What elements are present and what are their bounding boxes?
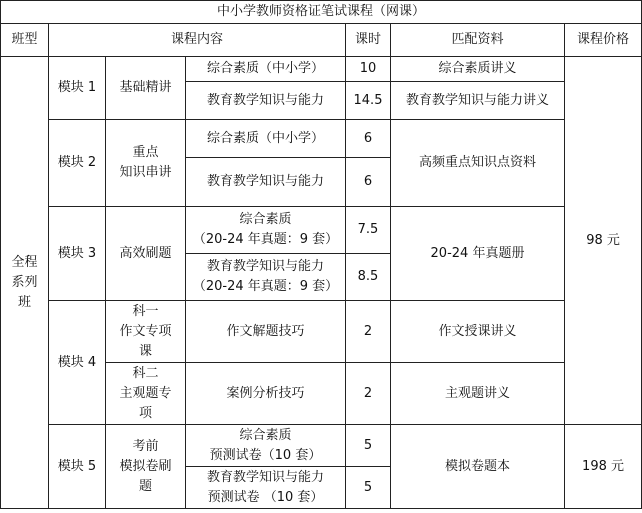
class-type-line: 系列 xyxy=(11,274,38,290)
module-1-topic xyxy=(106,57,186,120)
table-row xyxy=(1,120,642,158)
title-row xyxy=(1,1,642,24)
header-materials: 匹配资料 xyxy=(391,24,565,57)
topic-line: 基础精讲 xyxy=(119,80,172,95)
module-1-hours-2: 14.5 xyxy=(346,82,391,120)
module-5-hours-2: 5 xyxy=(346,467,391,509)
subject-line: 预测试卷 （10 套） xyxy=(207,489,324,505)
module-3-hours-2: 8.5 xyxy=(346,254,391,301)
module-4-hours-1: 2 xyxy=(346,301,391,363)
topic-line: 科一 xyxy=(132,303,159,319)
table-row xyxy=(1,425,642,467)
table-row xyxy=(1,207,642,254)
topic-line: 课 xyxy=(138,343,152,359)
subject-line: 综合素质 xyxy=(239,427,292,443)
module-2-topic xyxy=(106,120,186,207)
class-type-cell xyxy=(1,57,49,509)
module-2-subject-1: 综合素质（中小学） xyxy=(186,120,346,158)
module-2-hours-2: 6 xyxy=(346,158,391,207)
subject-line: 综合素质 xyxy=(239,212,292,227)
module-4-subject-1: 作文解题技巧 xyxy=(186,301,346,363)
topic-line: 知识串讲 xyxy=(119,165,172,180)
module-4-material-1: 作文授课讲义 xyxy=(391,301,565,363)
class-type-line: 班 xyxy=(17,294,31,310)
module-2-material: 高频重点知识点资料 xyxy=(391,120,565,207)
module-5-hours-1: 5 xyxy=(346,425,391,467)
table-row xyxy=(1,301,642,363)
module-2-name: 模块 2 xyxy=(49,120,106,207)
topic-line: 题 xyxy=(138,478,152,494)
module-4-topic-2 xyxy=(106,363,186,425)
module-1-material-2: 教育教学知识与能力讲义 xyxy=(391,82,565,120)
subject-line: （20-24 年真题：9 套） xyxy=(192,279,339,294)
module-4-name: 模块 4 xyxy=(49,301,106,425)
module-3-name: 模块 3 xyxy=(49,207,106,301)
price-full-course: 98 元 xyxy=(565,57,642,425)
module-3-subject-1 xyxy=(186,207,346,254)
module-1-subject-2: 教育教学知识与能力 xyxy=(186,82,346,120)
header-hours: 课时 xyxy=(346,24,391,57)
table-row xyxy=(1,57,642,82)
module-2-subject-2: 教育教学知识与能力 xyxy=(186,158,346,207)
module-4-material-2: 主观题讲义 xyxy=(391,363,565,425)
class-type-line: 全程 xyxy=(11,254,38,270)
price-mock-exam: 198 元 xyxy=(565,425,642,509)
module-5-subject-1 xyxy=(186,425,346,467)
topic-line: 项 xyxy=(138,405,152,421)
header-price: 课程价格 xyxy=(565,24,642,57)
subject-line: 教育教学知识与能力 xyxy=(206,259,324,274)
topic-line: 重点 xyxy=(132,145,159,160)
topic-line: 高效刷题 xyxy=(119,245,172,261)
module-5-material: 模拟卷题本 xyxy=(391,425,565,509)
table-title: 中小学教师资格证笔试课程（网课） xyxy=(1,1,642,24)
topic-line: 作文专项 xyxy=(119,323,172,339)
module-3-material: 20-24 年真题册 xyxy=(391,207,565,301)
module-2-hours-1: 6 xyxy=(346,120,391,158)
module-4-subject-2: 案例分析技巧 xyxy=(186,363,346,425)
header-class-type: 班型 xyxy=(1,24,49,57)
subject-line: （20-24 年真题：9 套） xyxy=(192,232,339,247)
subject-line: 教育教学知识与能力 xyxy=(206,469,324,485)
module-5-subject-2 xyxy=(186,467,346,509)
module-1-material-1: 综合素质讲义 xyxy=(391,57,565,82)
module-3-topic xyxy=(106,207,186,301)
module-3-subject-2 xyxy=(186,254,346,301)
module-4-topic-1 xyxy=(106,301,186,363)
header-row xyxy=(1,24,642,57)
module-4-hours-2: 2 xyxy=(346,363,391,425)
topic-line: 模拟卷刷 xyxy=(119,458,172,474)
topic-line: 考前 xyxy=(132,438,159,454)
module-1-name: 模块 1 xyxy=(49,57,106,120)
header-course-content: 课程内容 xyxy=(49,24,346,57)
module-5-name: 模块 5 xyxy=(49,425,106,509)
module-1-hours-1: 10 xyxy=(346,57,391,82)
module-3-hours-1: 7.5 xyxy=(346,207,391,254)
topic-line: 科二 xyxy=(132,365,159,381)
subject-line: 预测试卷（10 套） xyxy=(209,447,322,463)
module-1-subject-1: 综合素质（中小学） xyxy=(186,57,346,82)
module-5-topic xyxy=(106,425,186,509)
topic-line: 主观题专 xyxy=(119,385,172,401)
